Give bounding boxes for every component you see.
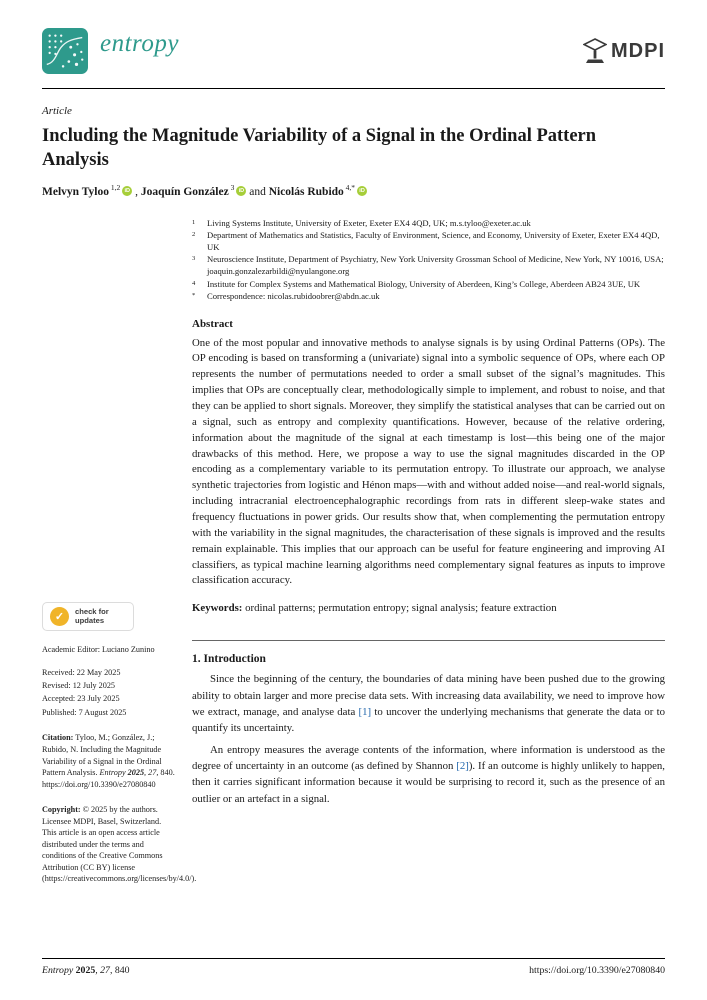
crossmark-label: check for updates (75, 607, 109, 625)
reference-link-2[interactable]: [2] (456, 760, 469, 773)
author-affil-sup: 1,2 (108, 183, 121, 193)
abstract-text: One of the most popular and innovative methods to analyse signals is by using Ordinal Patterns (OPs). The OP encoding is based on transforming a (univariate) signal into a symbolic sequence of OPs, where each OP represents the number of permutations needed to order a small subset of the signal’s magnitudes. This implies that OPs are conceptually clear, methodologically simple to implement, and robust to noise, and that they can be applied to short signals. Moreover, they simplify the statistical analyses that can be carried out on a signal, such as entropy and complexity quantifications. However, because of the relative ordering, information about the magnitude of the signal at each timestamp is lost—this being one of the major drawbacks of this method. Here, we propose a way to use the signal magnitudes discarded in the OP encoding as a complementary variable to its permutation entropy. To illustrate our approach, we analyse synthetic trajectories from logistic and Hénon maps—with and without added noise—and real-world signals, including intracranial electroencephalographic recordings from rats in different sleep-wake states and frequency fluctuations in power grids. Our results show that, when complementing the permutation entropy with the variability in the signal magnitudes, the characterisation of these signals is improved and the results remain explainable. This implies that our approach can be useful for feature engineering and improving AI classifiers, as typical machine learning algorithms need complementary signal features as inputs to improve classification accuracy. (192, 336, 665, 587)
main-column (192, 217, 665, 884)
author-name: Nicolás Rubido (268, 186, 344, 199)
journal-header (42, 28, 665, 89)
keywords-text: ordinal patterns; permutation entropy; signal analysis; feature extraction (242, 602, 557, 615)
citation-block: Citation: Tyloo, M.; González, J.; Rubido, N. Including the Magnitude Variability of a Signal in the Ordinal Pattern Analysis. Entropy 2025, 27, 840. https://doi.org/10.3390/e27080840 (42, 732, 175, 790)
footer-doi-link[interactable]: https://doi.org/10.3390/e27080840 (529, 965, 665, 976)
author-name: Melvyn Tyloo (42, 186, 109, 199)
intro-paragraph-2: An entropy measures the average contents of the information, where information is understood as the degree of uncertainty in an outcome (as defined by Shannon [2]). If an outcome is highly unlikely to happen, then it carries significant information because it would be surprising to record it, such as the presence of an outlier or an artefact in a signal. (192, 744, 666, 805)
mdpi-logo[interactable] (583, 38, 665, 64)
academic-editor: Academic Editor: Luciano Zunino (42, 645, 155, 655)
citation-doi-link[interactable]: https://doi.org/10.3390/e27080840 (42, 780, 156, 790)
mdpi-wordmark: MDPI (611, 39, 665, 62)
left-sidebar (42, 217, 197, 884)
footer-journal-citation: Entropy 2025, 27, 840 (42, 965, 130, 976)
article-dates (42, 666, 176, 719)
received-date: Received: 22 May 2025 (42, 668, 121, 678)
affiliation-row: 4 Institute for Complex Systems and Mathematical Biology, University of Aberdeen, King’s College, Aberdeen AB24 3UE, UK (192, 278, 641, 289)
author-3: and Nicolás Rubido $^{4,*}$ iD (249, 186, 367, 198)
article-title: Including the Magnitude Variability of a Signal in the Ordinal Pattern Analysis (42, 126, 597, 170)
affiliations (192, 217, 665, 301)
page-footer (42, 958, 665, 976)
affiliation-row: 1 Living Systems Institute, University of Exeter, Exeter EX4 4QD, UK; m.s.tyloo@exeter.ac.uk (192, 218, 531, 229)
revised-date: Revised: 12 July 2025 (42, 681, 116, 691)
orcid-icon[interactable]: iD (357, 186, 367, 196)
section-divider (192, 640, 665, 641)
author-affil-sup: 3 (228, 183, 235, 193)
published-date: Published: 7 August 2025 (42, 707, 127, 717)
abstract-heading: Abstract (192, 317, 233, 330)
author-1 (42, 183, 132, 199)
entropy-journal-logo-icon (42, 28, 88, 74)
accepted-date: Accepted: 23 July 2025 (42, 694, 120, 704)
check-for-updates-badge[interactable] (42, 602, 134, 631)
journal-logo-group (42, 28, 179, 74)
introduction-heading: 1. Introduction (192, 653, 266, 666)
article-type-label: Article (42, 105, 72, 117)
author-2: , Joaquín González $^3$ iD (135, 186, 246, 198)
author-affil-sup: 4,* (343, 183, 356, 193)
two-column-region (42, 217, 665, 884)
affiliation-row: 3 Neuroscience Institute, Department of Psychiatry, New York University Grossman School of Medicine, New York, NY 10016, USA; joaquin.gonzalezarbildi@nyulangone.org (192, 254, 664, 277)
orcid-icon[interactable]: iD (122, 186, 132, 196)
keywords-line (192, 602, 665, 614)
affiliation-row: 2 Department of Mathematics and Statistics, Faculty of Environment, Science, and Economy, University of Exeter, Exeter EX4 4QD, UK (192, 230, 660, 253)
journal-name: entropy (100, 30, 179, 57)
copyright-block: Copyright: © 2025 by the authors. Licensee MDPI, Basel, Switzerland. This article is an open access article distributed under the terms and conditions of the Creative Commons Attribution (CC BY) license (https://creativecommons.org/licenses/by/4.0/). (42, 805, 197, 884)
author-name: Joaquín González (140, 186, 229, 199)
keywords-label: Keywords: (192, 602, 243, 615)
crossmark-icon: ✓ (50, 607, 69, 626)
correspondence-row: * Correspondence: nicolas.rubidoobrer@abdn.ac.uk (192, 290, 380, 301)
mdpi-emblem-icon (583, 38, 607, 64)
author-line (42, 183, 665, 199)
reference-link-1[interactable]: [1] (358, 705, 372, 718)
intro-paragraph-1: Since the beginning of the century, the boundaries of data mining have been pushed due to the growing ability to obtain larger and more precise data sets. With increasing data availability, we need to improve how we extract, manage, and analyse data [1] to uncover the underlying mechanisms that generate the data or to quantify its uncertainty. (192, 673, 665, 734)
orcid-icon[interactable]: iD (236, 186, 246, 196)
